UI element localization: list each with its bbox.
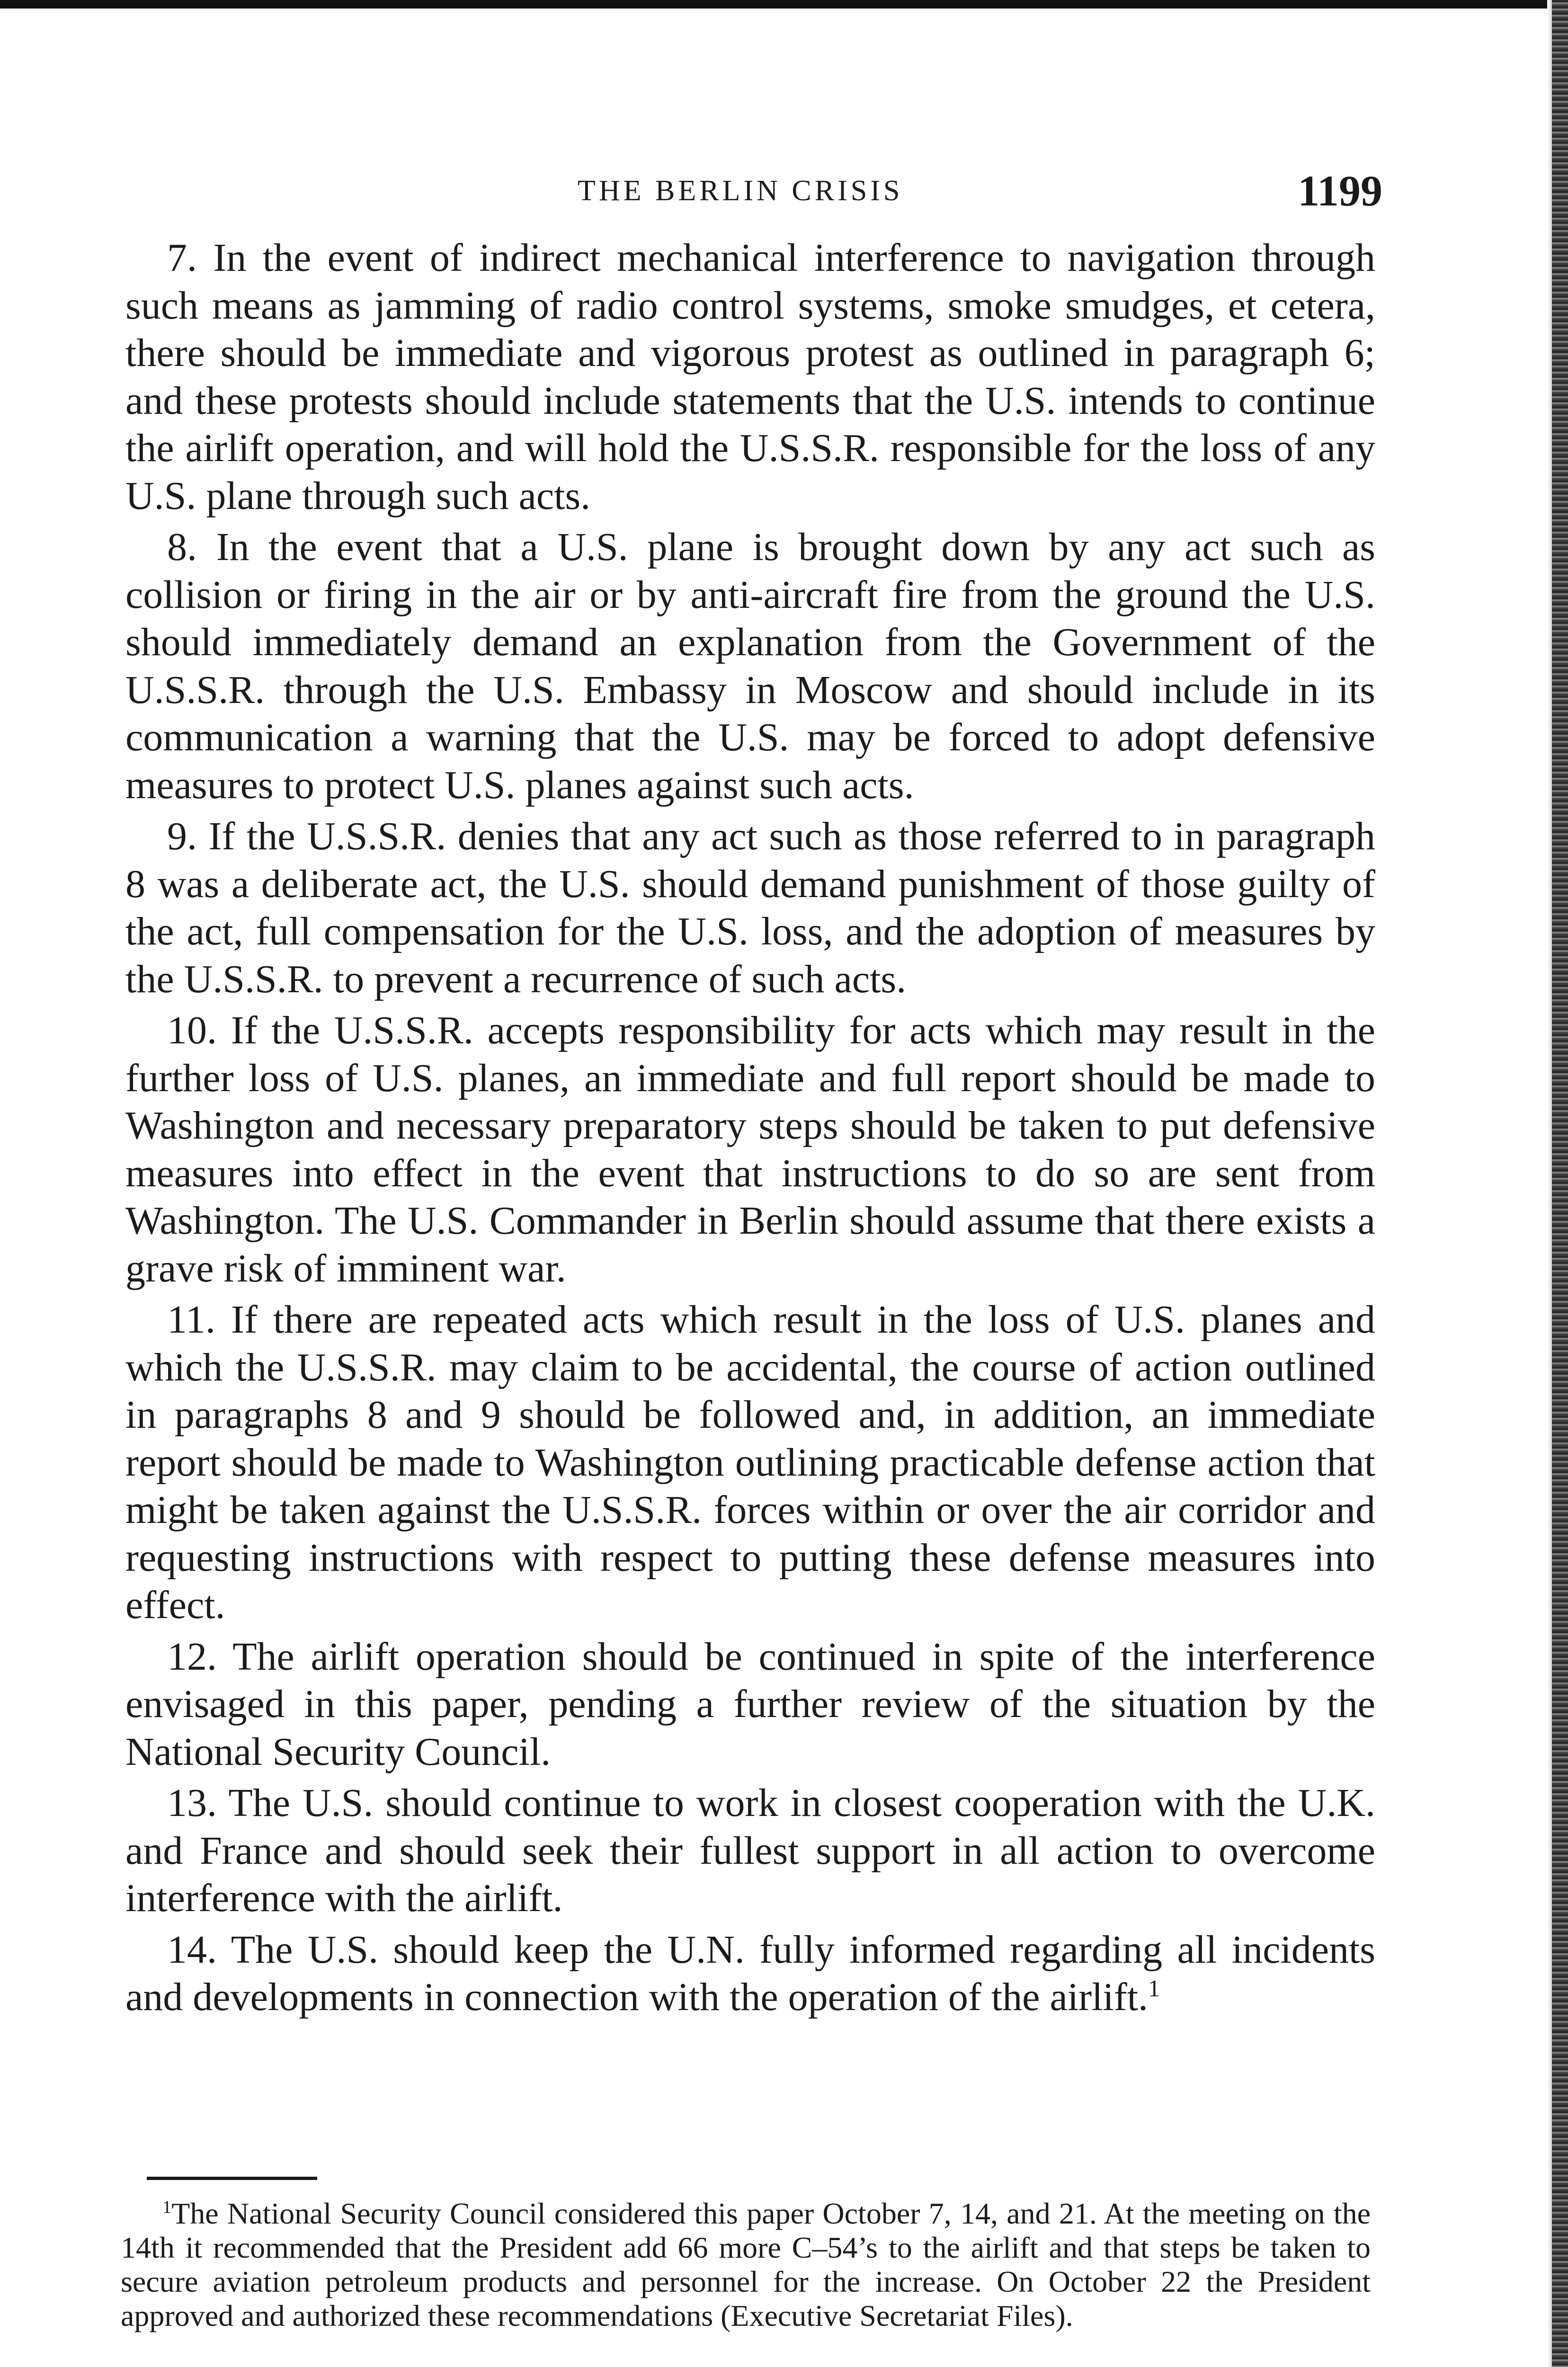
paragraph-12 bbox=[125, 1633, 1375, 1776]
paragraph-8 bbox=[125, 524, 1375, 809]
paragraph-text: 13. The U.S. should continue to work in closest cooperation with the U.K. and France and should seek their fullest support in all action to overcome interference with the airlift. bbox=[125, 1781, 1375, 1920]
paragraph-text: 8. In the event that a U.S. plane is brought down by any act such as collision or firing in the air or by anti-aircraft fire from the ground the U.S. should immediately demand an explanation from the Government of the U.S.S.R. through the U.S. Embassy in Moscow and should include in its communication a warning that the U.S. may be forced to adopt defensive measures to protect U.S. planes against such acts. bbox=[125, 525, 1375, 807]
running-head: THE BERLIN CRISIS bbox=[578, 175, 903, 207]
paragraph-7 bbox=[125, 234, 1375, 520]
right-edge-shadow bbox=[1547, 0, 1552, 2367]
paragraph-text: 12. The airlift operation should be continued in spite of the interference envisaged in this paper, pending a further review of the situation by the National Security Council. bbox=[125, 1634, 1375, 1774]
paragraph-text: 9. If the U.S.S.R. denies that any act such as those referred to in paragraph 8 was a deliberate act, the U.S. should demand punishment of those guilty of the act, full compensation for the U.S. loss, and the adoption of measures by the U.S.S.R. to prevent a recurrence of such acts. bbox=[125, 814, 1375, 1001]
page-number: 1199 bbox=[1298, 167, 1382, 215]
paragraph-text: 11. If there are repeated acts which result in the loss of U.S. planes and which the U.S.S.R. may claim to be accidental, the course of action outlined in paragraphs 8 and 9 should be followed and, in addition, an immediate report should be made to Washington outlining practicable defense action that might be taken against the U.S.S.R. forces within or over the air corridor and requesting instructions with respect to putting these defense measures into effect. bbox=[125, 1298, 1375, 1627]
paragraph-14 bbox=[125, 1926, 1375, 2021]
paragraph-text: 10. If the U.S.S.R. accepts responsibility for acts which may result in the further loss of U.S. planes, an immediate and full report should be made to Washington and necessary preparatory steps should be taken to put defensive measures into effect in the event that instructions to do so are sent from Washington. The U.S. Commander in Berlin should assume that there exists a grave risk of imminent war. bbox=[125, 1008, 1375, 1290]
paragraph-10 bbox=[125, 1007, 1375, 1292]
paragraph-13 bbox=[125, 1780, 1375, 1922]
page-header bbox=[123, 166, 1382, 218]
footnote-reference: 1 bbox=[1148, 1975, 1160, 2002]
footnote-text: The National Security Council considered this paper October 7, 14, and 21. At the meeting on the 14th it recommended that the President add 66 more C–54’s to the airlift and that steps be taken to secure aviation petroleum products and personnel for the increase. On October 22 the President approved and authorized these recommendations (Executive Secretariat Files). bbox=[121, 2197, 1371, 2332]
footnote-marker: 1 bbox=[162, 2197, 172, 2217]
footnote-divider bbox=[147, 2177, 317, 2180]
top-scan-border bbox=[0, 0, 1568, 9]
main-text bbox=[125, 234, 1375, 2025]
right-scan-edge bbox=[1552, 0, 1568, 2367]
paragraph-text: 7. In the event of indirect mechanical interference to navigation through such means as jamming of radio control systems, smoke smudges, et cetera, there should be immediate and vigorous protest as outlined in paragraph 6; and these protests should include statements that the U.S. intends to continue the airlift operation, and will hold the U.S.S.R. responsible for the loss of any U.S. plane through such acts. bbox=[125, 236, 1375, 518]
footnote bbox=[121, 2197, 1371, 2333]
paragraph-11 bbox=[125, 1296, 1375, 1629]
paragraph-9 bbox=[125, 813, 1375, 1003]
paragraph-text: 14. The U.S. should keep the U.N. fully informed regarding all incidents and developments in connection with the operation of the airlift. bbox=[125, 1927, 1375, 2019]
